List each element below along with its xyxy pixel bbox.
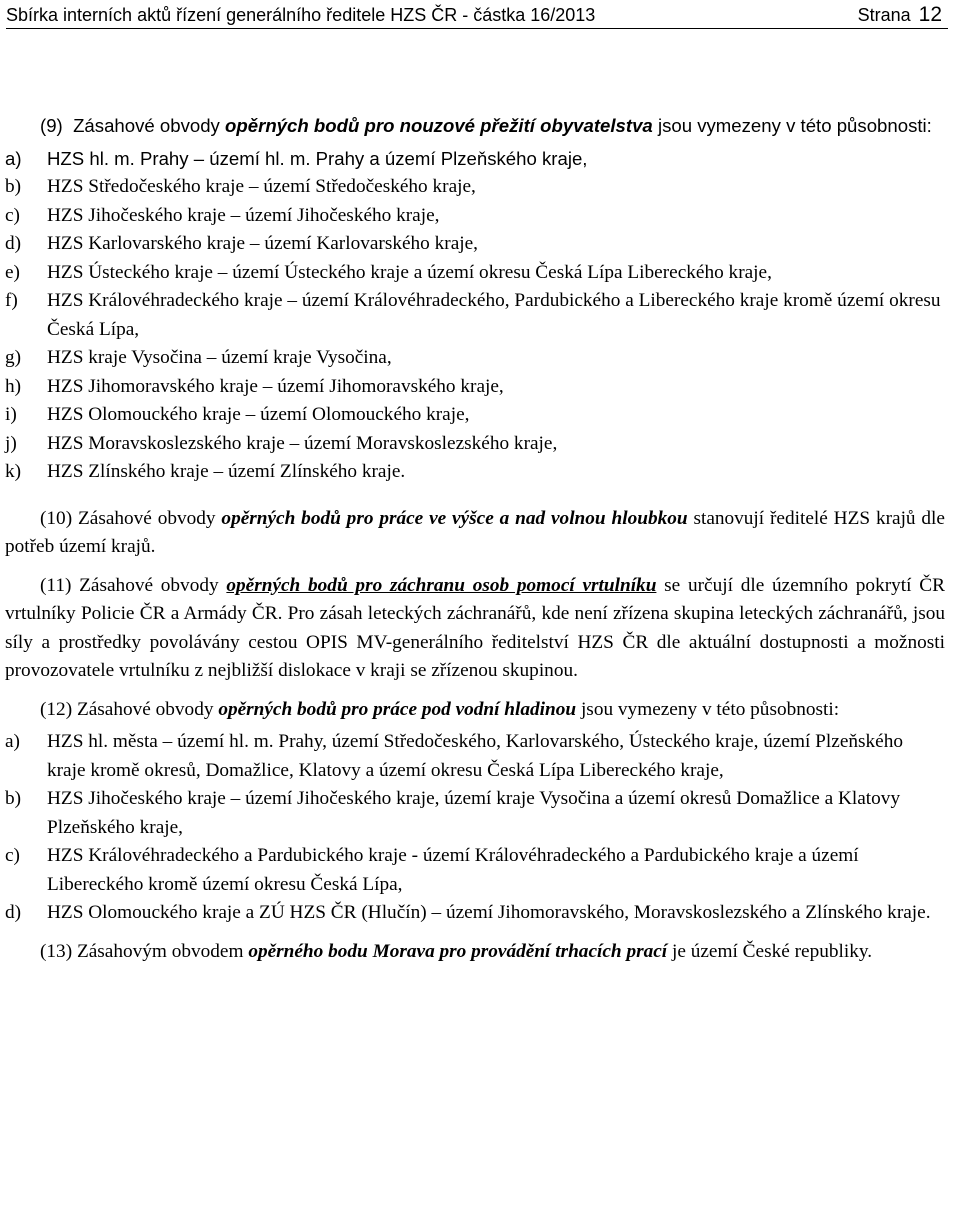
paragraph-12-list — [5, 728, 945, 928]
paragraph-9-list — [5, 145, 945, 487]
list-item: b) HZS Jihočeského kraje – území Jihočeského kraje, území kraje Vysočina a území okresů Domažlice a Klatovy Plzeňského kraje, — [5, 788, 901, 838]
list-item: k) HZS Zlínského kraje – území Zlínského kraje. — [5, 461, 406, 482]
list-item: j) HZS Moravskoslezského kraje – území Moravskoslezského kraje, — [5, 432, 558, 454]
paragraph-13: (13) Zásahovým obvodem opěrného bodu Morava pro provádění trhacích prací je území České republiky. — [40, 940, 873, 962]
document-title: Sbírka interních aktů řízení generálního ředitele HZS ČR - částka 16/2013 — [6, 5, 596, 25]
paragraph-13-emphasis: opěrného bodu Morava pro provádění trhacích prací — [248, 940, 668, 962]
paragraph-11-emphasis: opěrných bodů pro záchranu osob pomocí vrtulníku — [226, 574, 657, 596]
paragraph-9-number: (9) — [40, 115, 63, 136]
list-item: e) HZS Ústeckého kraje – území Ústeckého kraje a území okresu Česká Lípa Libereckého kraje, — [5, 261, 772, 283]
page-number: 12 — [918, 3, 942, 26]
paragraph-9-emphasis: opěrných bodů pro nouzové přežití obyvatelstva — [225, 115, 653, 136]
list-item: f) HZS Královéhradeckého kraje – území Královéhradeckého, Pardubického a Libereckého kraje kromě území okresu Česká Lípa, — [5, 290, 941, 340]
paragraph-9: (9) Zásahové obvody opěrných bodů pro nouzové přežití obyvatelstva jsou vymezeny v této působnosti: — [40, 115, 932, 136]
list-item: h) HZS Jihomoravského kraje – území Jihomoravského kraje, — [5, 375, 504, 397]
paragraph-12-emphasis: opěrných bodů pro práce pod vodní hladinou — [218, 698, 577, 720]
paragraph-12: (12) Zásahové obvody opěrných bodů pro práce pod vodní hladinou jsou vymezeny v této působnosti: — [40, 698, 840, 720]
list-item: c) HZS Jihočeského kraje – území Jihočeského kraje, — [5, 204, 440, 226]
list-item: a) HZS hl. m. Prahy – území hl. m. Prahy a území Plzeňského kraje, — [5, 147, 588, 169]
list-item: a) HZS hl. města – území hl. m. Prahy, území Středočeského, Karlovarského, Ústeckého kraje, území Plzeňského kraje kromě okresů, Domažlice, Klatovy a území okresu Česká Lípa Libereckého kraje, — [5, 731, 904, 781]
paragraph-11: (11) Zásahové obvody opěrných bodů pro záchranu osob pomocí vrtulníku se určují dle územního pokrytí ČR vrtulníky Policie ČR a Armády ČR. Pro zásah leteckých záchranářů, kde není zřízena skupina leteckých záchranářů, jsou síly a prostředky povolávány cestou OPIS MV-generálního ředitelství HZS ČR dle aktuální dostupnosti a možnosti provozovatele vrtulníku z nejbližší dislokace v kraji se zřízenou skupinou. — [5, 574, 945, 681]
list-item: c) HZS Královéhradeckého a Pardubického kraje - území Královéhradeckého a Pardubického kraje a území Libereckého kromě území okresu Česká Lípa, — [5, 845, 859, 895]
list-item: d) HZS Olomouckého kraje a ZÚ HZS ČR (Hlučín) – území Jihomoravského, Moravskoslezského a Zlínského kraje. — [5, 902, 931, 923]
page-indicator — [858, 4, 942, 26]
list-item: g) HZS kraje Vysočina – území kraje Vysočina, — [5, 347, 392, 368]
paragraph-10-emphasis: opěrných bodů pro práce ve výšce a nad volnou hloubkou — [221, 507, 688, 529]
list-item: i) HZS Olomouckého kraje – území Olomouckého kraje, — [5, 404, 470, 425]
list-item: d) HZS Karlovarského kraje – území Karlovarského kraje, — [5, 233, 478, 254]
document-body — [5, 112, 945, 966]
page-label: Strana — [857, 5, 911, 25]
paragraph-10: (10) Zásahové obvody opěrných bodů pro práce ve výšce a nad volnou hloubkou stanovují ředitelé HZS krajů dle potřeb území krajů. — [5, 507, 945, 557]
page-header — [6, 4, 948, 29]
list-item: b) HZS Středočeského kraje – území Středočeského kraje, — [5, 176, 476, 197]
